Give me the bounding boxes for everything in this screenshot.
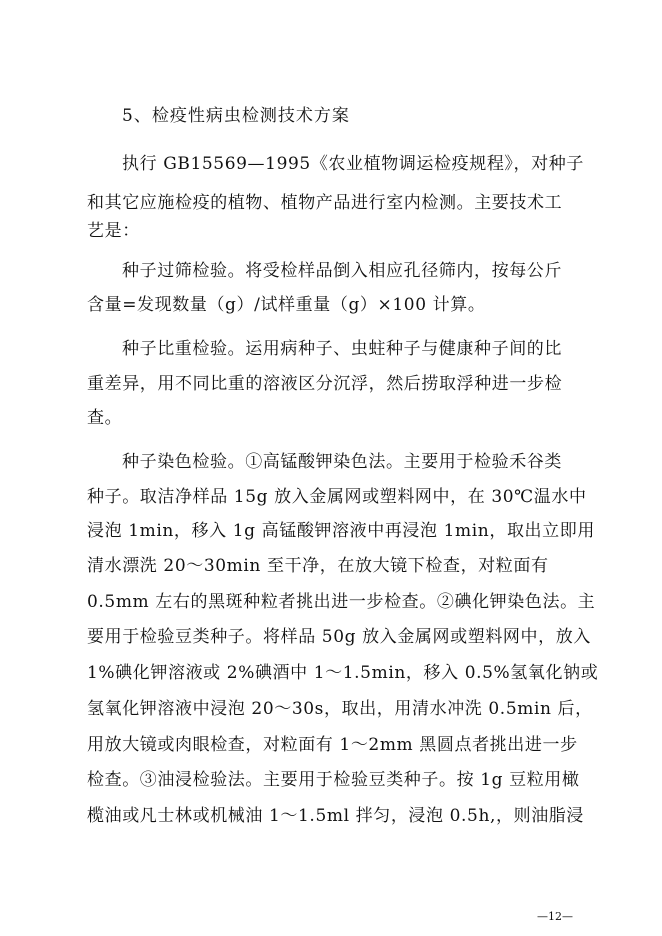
paragraph-4-line-6: 要用于检验豆类种子。将样品 50g 放入金属网或塑料网中，放入 <box>87 627 591 647</box>
paragraph-1-line-2: 和其它应施检疫的植物、植物产品进行室内检测。主要技术工 <box>87 193 563 213</box>
paragraph-3-line-3: 查。 <box>87 408 123 428</box>
section-heading: 5、检疫性病虫检测技术方案 <box>122 106 350 126</box>
paragraph-3-line-1: 种子比重检验。运用病种子、虫蛀种子与健康种子间的比 <box>122 339 562 359</box>
paragraph-4-line-9: 用放大镜或肉眼检查，对粒面有 1～2mm 黑圆点者挑出进一步 <box>87 735 578 755</box>
paragraph-4-line-11: 榄油或凡士林或机械油 1～1.5ml 拌匀，浸泡 0.5h,，则油脂浸 <box>87 806 585 826</box>
paragraph-4-line-10: 检查。③油浸检验法。主要用于检验豆类种子。按 1g 豆粒用橄 <box>87 770 580 790</box>
paragraph-4-line-5: 0.5mm 左右的黑斑种粒者挑出进一步检查。②碘化钾染色法。主 <box>87 592 596 612</box>
paragraph-4-line-3: 浸泡 1min，移入 1g 高锰酸钾溶液中再浸泡 1min，取出立即用 <box>87 521 595 541</box>
paragraph-4-line-1: 种子染色检验。①高锰酸钾染色法。主要用于检验禾谷类 <box>122 452 562 472</box>
paragraph-2-line-2: 含量=发现数量（g）/试样重量（g）×100 计算。 <box>87 295 486 315</box>
paragraph-2-line-1: 种子过筛检验。将受检样品倒入相应孔径筛内，按每公斤 <box>122 261 562 281</box>
paragraph-1-line-3: 艺是： <box>87 221 140 241</box>
paragraph-1-line-1: 执行 GB15569—1995《农业植物调运检疫规程》，对种子 <box>122 154 584 174</box>
paragraph-4-line-4: 清水漂洗 20～30min 至干净，在放大镜下检查，对粒面有 <box>87 556 549 576</box>
paragraph-3-line-2: 重差异，用不同比重的溶液区分沉浮，然后捞取浮种进一步检 <box>87 374 563 394</box>
paragraph-4-line-8: 氢氧化钾溶液中浸泡 20～30s，取出，用清水冲洗 0.5min 后， <box>87 699 593 719</box>
paragraph-4-line-7: 1%碘化钾溶液或 2%碘酒中 1～1.5min，移入 0.5%氢氧化钠或 <box>87 663 599 683</box>
paragraph-4-line-2: 种子。取洁净样品 15g 放入金属网或塑料网中，在 30℃温水中 <box>87 487 587 507</box>
page-number: —12— <box>537 910 573 923</box>
